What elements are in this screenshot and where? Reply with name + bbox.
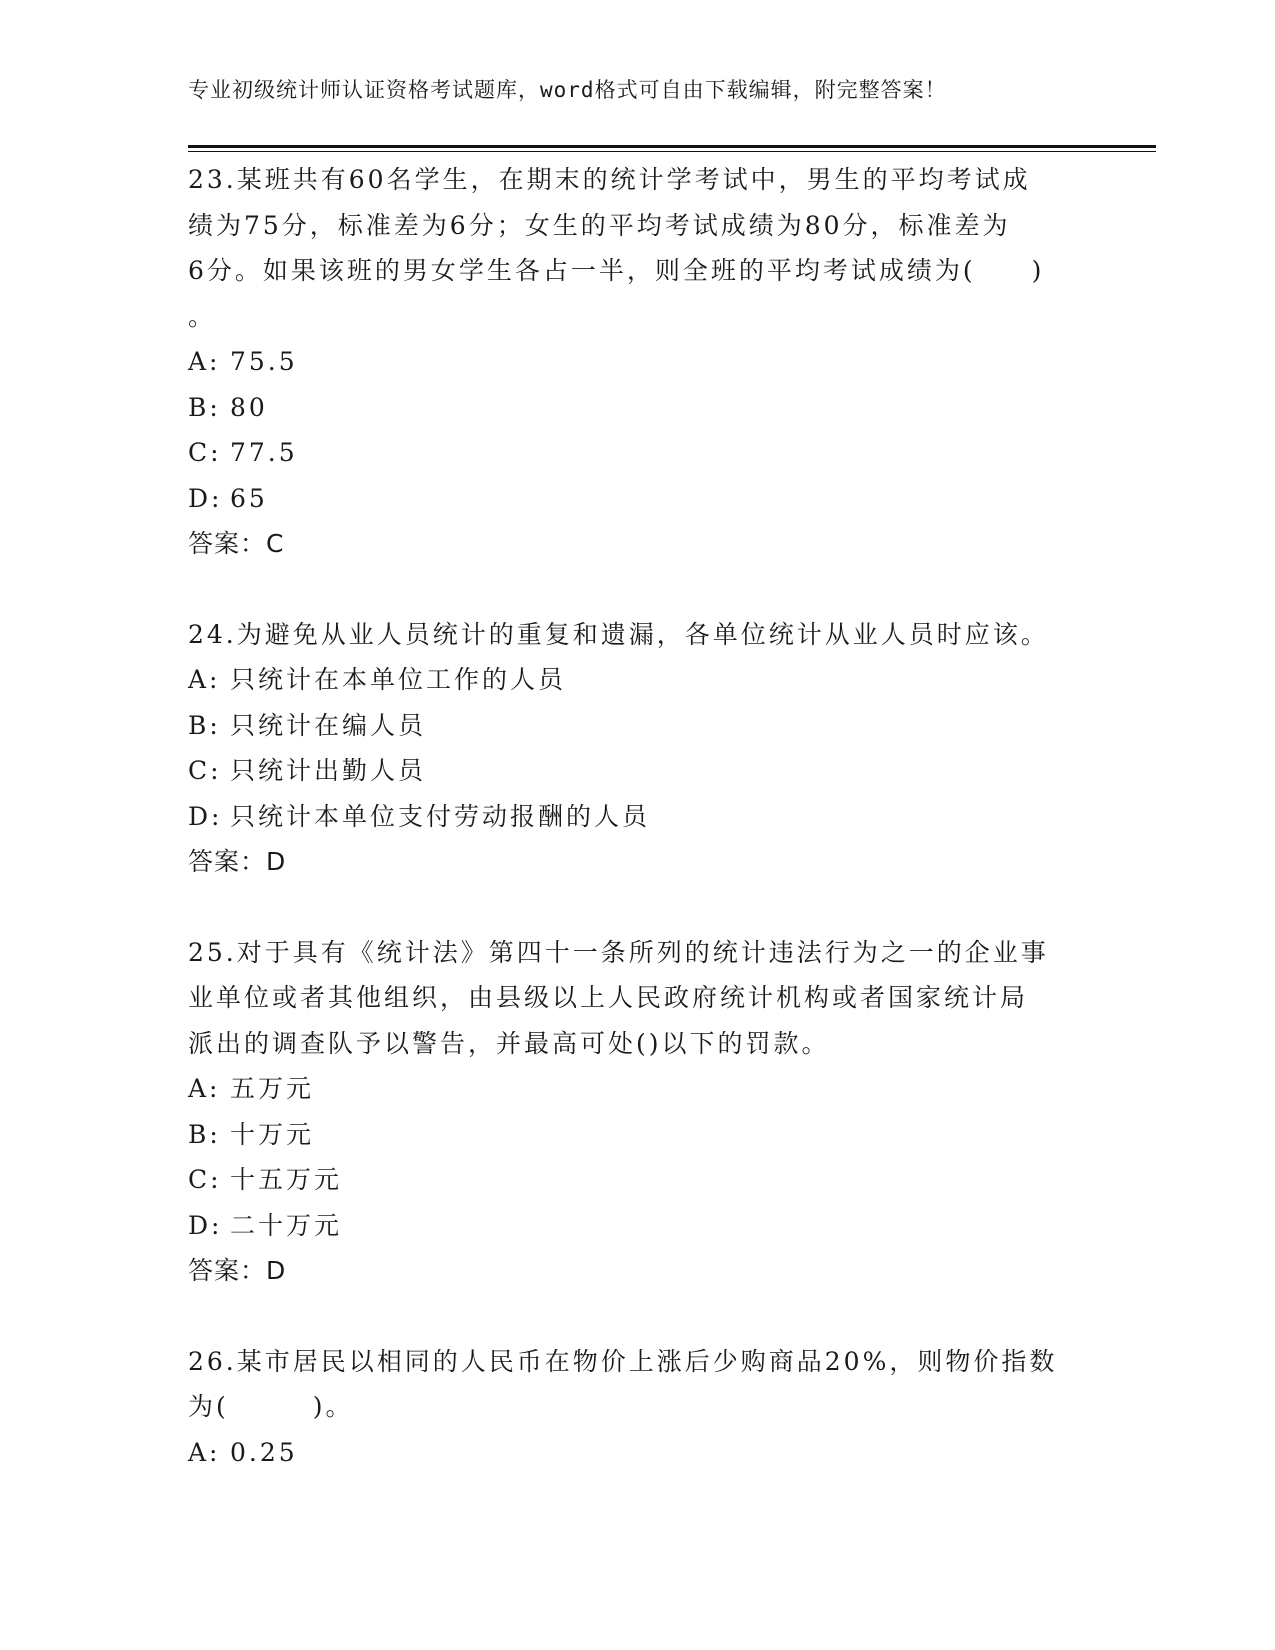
option-c <box>188 1157 1088 1203</box>
option-b <box>188 1112 1088 1158</box>
option-a <box>188 1066 1088 1112</box>
option-text: 十万元 <box>230 1119 315 1149</box>
option-letter: B: <box>188 1119 221 1149</box>
option-letter: A: <box>188 665 221 694</box>
question-text-line: 为( )。 <box>188 1392 354 1421</box>
option-text: 65 <box>230 483 268 513</box>
option-text: 只统计在本单位工作的人员 <box>230 665 567 694</box>
question-text-line: 24.为避免从业人员统计的重复和遗漏，各单位统计从业人员时应该。 <box>188 619 1049 649</box>
option-letter: B: <box>188 710 221 740</box>
question-text-line: 派出的调查队予以警告，并最高可处()以下的罚款。 <box>188 1028 830 1058</box>
option-b <box>188 385 1088 431</box>
answer-label: 答案：D <box>188 847 287 876</box>
option-c <box>188 748 1088 794</box>
option-text: 0.25 <box>230 1437 298 1467</box>
option-text: 75.5 <box>230 347 298 376</box>
question-text-line: 6分。如果该班的男女学生各占一半，则全班的平均考试成绩为( ) <box>188 256 1045 285</box>
option-d <box>188 794 1088 840</box>
option-c <box>188 430 1088 476</box>
option-letter: C: <box>188 1165 222 1194</box>
question-23 <box>188 157 1088 567</box>
header-divider-thin <box>188 151 1156 152</box>
option-d <box>188 1203 1088 1249</box>
option-a <box>188 657 1088 703</box>
option-letter: A: <box>188 1074 221 1103</box>
option-letter: D: <box>188 801 223 831</box>
answer-label: 答案：D <box>188 1256 287 1285</box>
page-header: 专业初级统计师认证资格考试题库，word格式可自由下载编辑，附完整答案！ <box>188 78 947 102</box>
question-list <box>188 157 1088 1520</box>
option-b <box>188 703 1088 749</box>
option-text: 只统计本单位支付劳动报酬的人员 <box>230 801 651 831</box>
option-text: 十五万元 <box>230 1165 343 1194</box>
option-letter: A: <box>188 347 221 376</box>
option-letter: C: <box>188 438 222 467</box>
question-text-line: 26.某市居民以相同的人民币在物价上涨后少购商品20%，则物价指数 <box>188 1346 1058 1376</box>
option-letter: D: <box>188 1210 223 1240</box>
option-text: 只统计出勤人员 <box>230 756 427 785</box>
option-letter: C: <box>188 756 222 785</box>
question-text-line: 绩为75分，标准差为6分；女生的平均考试成绩为80分，标准差为 <box>188 210 1011 240</box>
question-text-line: 业单位或者其他组织，由县级以上人民政府统计机构或者国家统计局 <box>188 983 1029 1012</box>
option-letter: D: <box>188 483 223 513</box>
header-divider-thick <box>188 145 1156 148</box>
option-letter: A: <box>188 1437 221 1467</box>
option-text: 只统计在编人员 <box>230 710 427 740</box>
question-26 <box>188 1339 1088 1476</box>
option-text: 五万元 <box>230 1074 315 1103</box>
question-text-line: 。 <box>188 301 217 331</box>
option-text: 77.5 <box>230 438 298 467</box>
option-letter: B: <box>188 392 221 422</box>
question-24 <box>188 612 1088 885</box>
option-text: 二十万元 <box>230 1210 343 1240</box>
answer-label: 答案：C <box>188 529 285 558</box>
option-d <box>188 476 1088 522</box>
question-25 <box>188 930 1088 1294</box>
option-a <box>188 339 1088 385</box>
option-a <box>188 1430 1088 1476</box>
question-text-line: 23.某班共有60名学生，在期末的统计学考试中，男生的平均考试成 <box>188 165 1031 194</box>
question-text-line: 25.对于具有《统计法》第四十一条所列的统计违法行为之一的企业事 <box>188 937 1049 967</box>
option-text: 80 <box>230 392 268 422</box>
